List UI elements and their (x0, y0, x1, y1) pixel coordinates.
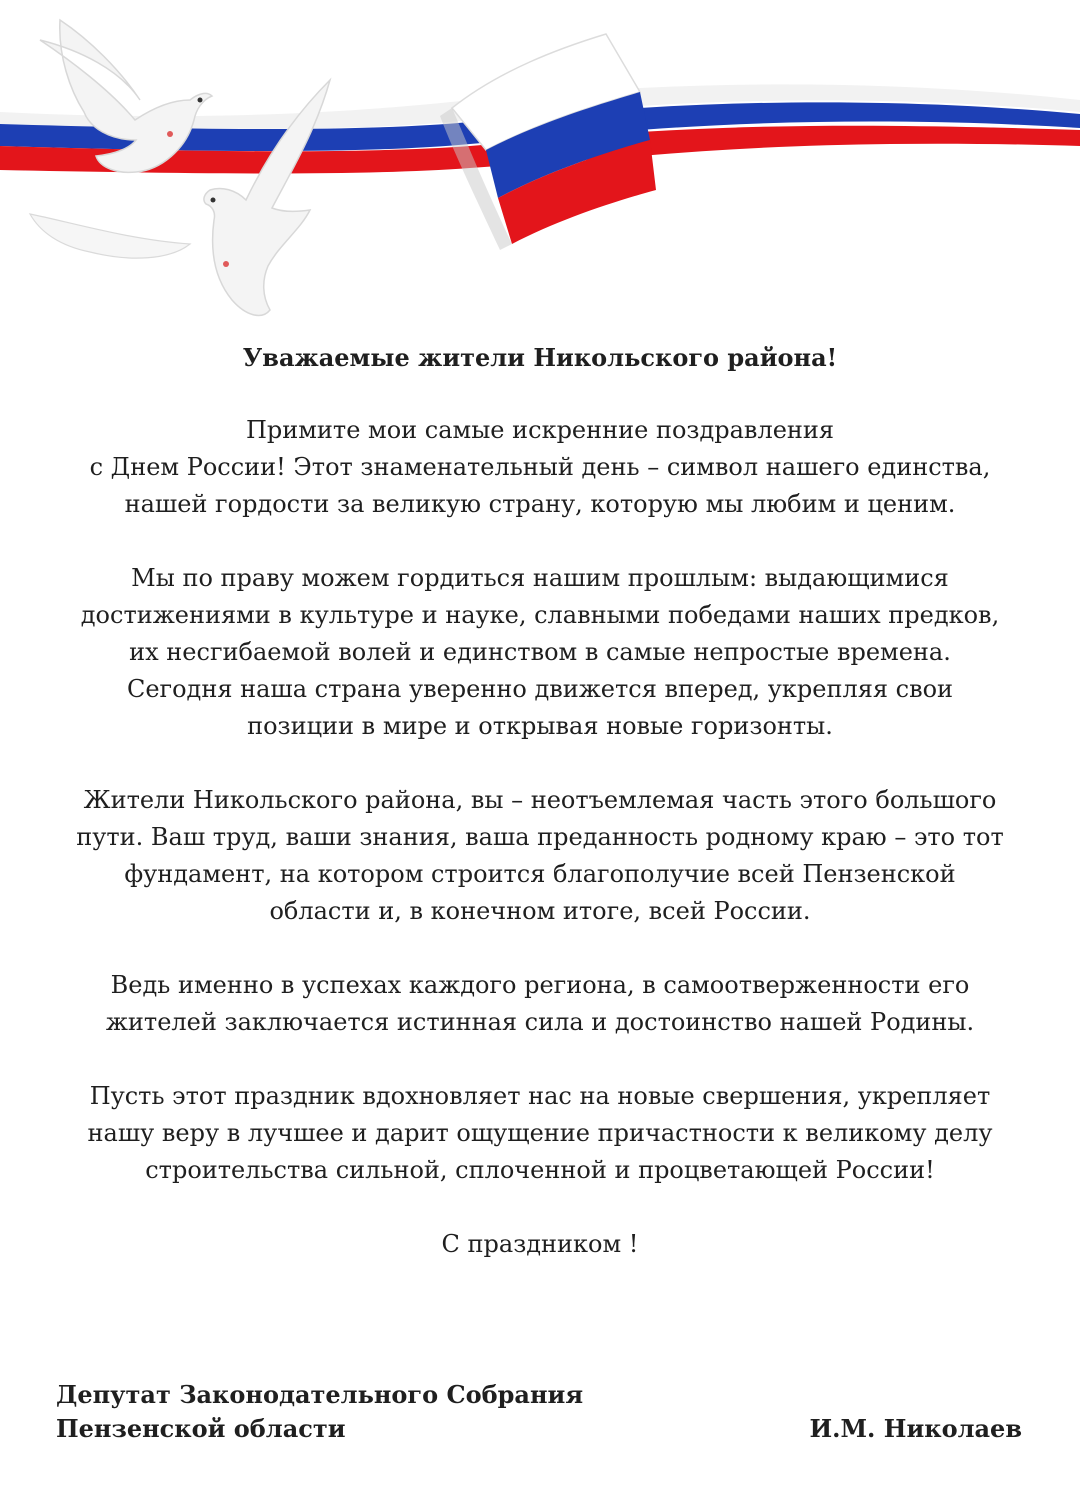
letter-paragraph-3: Жители Никольского района, вы – неотъемлемая часть этого большого пути. Ваш труд, ваши знания, ваша преданность родному краю – это тот фундамент, на котором строится благополучие всей Пензенской области и, в конечном итоге, всей России. (76, 786, 1004, 925)
letter-paragraph-5: Пусть этот праздник вдохновляет нас на новые свершения, укрепляет нашу веру в лучшее и дарит ощущение причастности к великому делу строительства сильной, сплоченной и процветающей России! (87, 1082, 993, 1184)
letter-body (40, 338, 1040, 1263)
letter-paragraph-4: Ведь именно в успехах каждого региона, в самоотверженности его жителей заключается истинная сила и достоинство нашей Родины. (105, 971, 975, 1036)
letter-paragraph-2: Мы по праву можем гордиться нашим прошлым: выдающимися достижениями в культуре и науке, славными победами наших предков, их несгибаемой волей и единством в самые непростые времена. Сегодня наша страна уверенно движется вперед, укрепляя свои позиции в мире и открывая новые горизонты. (80, 564, 1000, 740)
signer-position: Депутат Законодательного Собрания Пензенской области (56, 1380, 584, 1443)
letter-closing: С праздником ! (441, 1230, 639, 1258)
signature-block (56, 1378, 1022, 1458)
signer-name: И.М. Николаев (809, 1414, 1022, 1443)
letter-paragraph-1: Примите мои самые искренние поздравления с Днем России! Этот знаменательный день – символ нашего единства, нашей гордости за великую страну, которую мы любим и ценим. (89, 416, 991, 518)
letter-greeting: Уважаемые жители Никольского района! (242, 343, 838, 372)
flag-banner (0, 0, 1080, 330)
